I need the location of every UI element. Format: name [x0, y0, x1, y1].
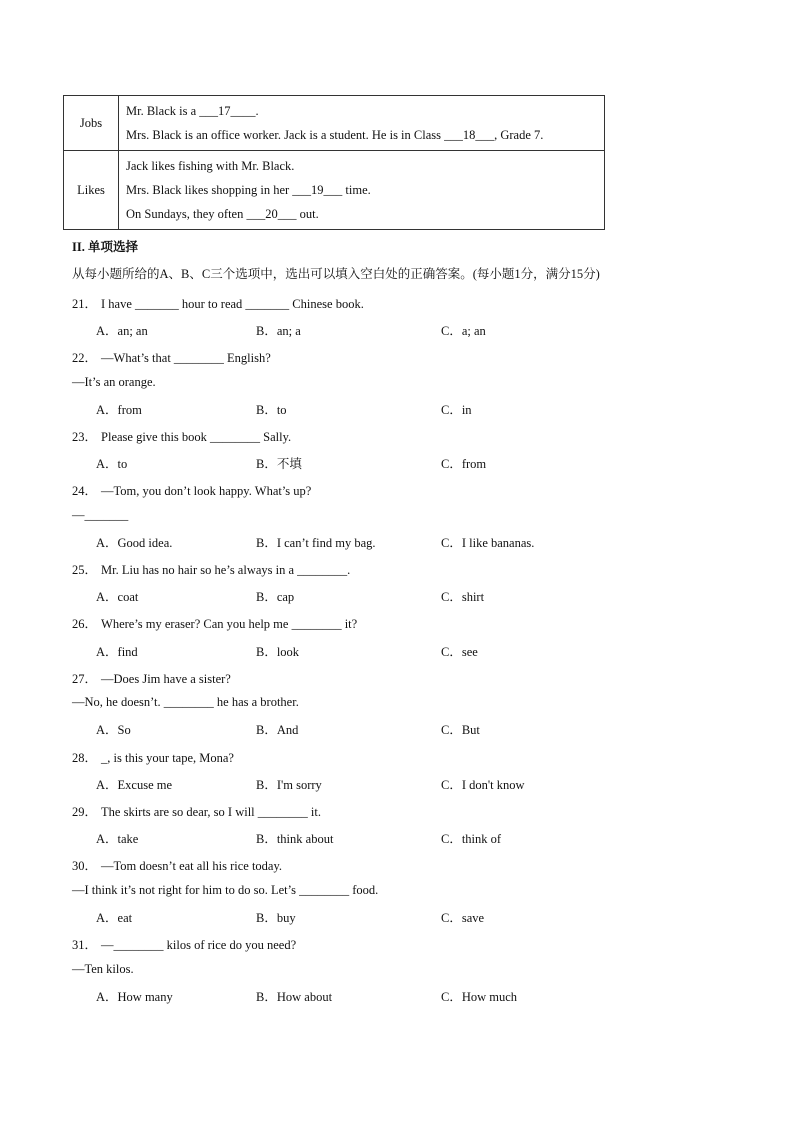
question-text: I have _______ hour to read _______ Chinese book.	[101, 297, 364, 311]
question-text: _, is this your tape, Mona?	[101, 751, 234, 765]
question-number: 22．	[72, 351, 98, 365]
question-text: —Tom doesn’t eat all his rice today.	[101, 859, 283, 873]
question-stem	[72, 427, 291, 445]
section-title: II. 单项选择	[72, 240, 138, 254]
option-b[interactable]: B．I'm sorry	[256, 778, 322, 792]
option-a[interactable]: A．from	[96, 403, 142, 417]
row-label: Jobs	[64, 96, 119, 151]
question-text: —Does Jim have a sister?	[101, 672, 231, 686]
option-a[interactable]: A．eat	[96, 911, 133, 925]
question-stem	[72, 560, 350, 578]
option-b[interactable]: B．I can’t find my bag.	[256, 536, 376, 550]
question-answer-line: —No, he doesn’t. ________ he has a brother.	[72, 695, 299, 709]
question-number: 29．	[72, 805, 98, 819]
question-stem	[72, 669, 231, 687]
question-number: 28．	[72, 751, 98, 765]
question-number: 30．	[72, 859, 98, 873]
options-row	[96, 720, 656, 738]
option-c[interactable]: C．see	[441, 645, 478, 659]
option-a[interactable]: A．Good idea.	[96, 536, 173, 550]
options-row	[96, 587, 656, 605]
option-b[interactable]: B．cap	[256, 590, 295, 604]
question-stem	[72, 614, 357, 632]
question-number: 21．	[72, 297, 98, 311]
question-stem	[72, 748, 234, 766]
question-text: Where’s my eraser? Can you help me ________ it?	[101, 617, 358, 631]
option-c[interactable]: C．I like bananas.	[441, 536, 535, 550]
question-stem	[72, 481, 311, 499]
question-text: The skirts are so dear, so I will ________ it.	[101, 805, 321, 819]
table-line: Mrs. Black likes shopping in her ___19___ time.	[126, 183, 371, 197]
option-c[interactable]: C．in	[441, 403, 472, 417]
question-stem	[72, 294, 364, 312]
question-answer-line: —_______	[72, 508, 129, 522]
options-row	[96, 987, 656, 1005]
question-text: Please give this book ________ Sally.	[101, 430, 292, 444]
section-instruction: 从每小题所给的A、B、C三个选项中，选出可以填入空白处的正确答案。(每小题1分，满分15分)	[72, 267, 600, 281]
options-row	[96, 400, 656, 418]
option-c[interactable]: C．save	[441, 911, 485, 925]
option-a[interactable]: A．coat	[96, 590, 139, 604]
table-row-jobs	[64, 96, 605, 151]
options-row	[96, 533, 656, 551]
options-row	[96, 775, 656, 793]
question-number: 25．	[72, 563, 98, 577]
option-c[interactable]: C．shirt	[441, 590, 485, 604]
question-number: 31．	[72, 938, 98, 952]
question-stem	[72, 935, 296, 953]
option-c[interactable]: C．from	[441, 457, 487, 471]
option-b[interactable]: B．不填	[256, 457, 302, 471]
option-a[interactable]: A．to	[96, 457, 128, 471]
question-stem	[72, 856, 282, 874]
options-row	[96, 642, 656, 660]
option-b[interactable]: B．How about	[256, 990, 333, 1004]
option-c[interactable]: C．But	[441, 723, 480, 737]
table-line: On Sundays, they often ___20___ out.	[126, 207, 319, 221]
options-row	[96, 829, 656, 847]
question-stem	[72, 802, 321, 820]
option-b[interactable]: B．And	[256, 723, 299, 737]
options-row	[96, 321, 656, 339]
question-text: —Tom, you don’t look happy. What’s up?	[101, 484, 312, 498]
question-answer-line: —Ten kilos.	[72, 962, 134, 976]
option-c[interactable]: C．think of	[441, 832, 502, 846]
options-row	[96, 908, 656, 926]
option-c[interactable]: C．How much	[441, 990, 518, 1004]
option-b[interactable]: B．buy	[256, 911, 296, 925]
row-content	[119, 151, 605, 230]
option-a[interactable]: A．an; an	[96, 324, 148, 338]
question-answer-line: —I think it’s not right for him to do so. Let’s ________ food.	[72, 883, 379, 897]
table-line: Mrs. Black is an office worker. Jack is a student. He is in Class ___18___, Grade 7.	[126, 128, 544, 142]
option-a[interactable]: A．Excuse me	[96, 778, 173, 792]
option-b[interactable]: B．think about	[256, 832, 334, 846]
question-text: Mr. Liu has no hair so he’s always in a ________.	[101, 563, 351, 577]
option-a[interactable]: A．So	[96, 723, 131, 737]
question-answer-line: —It’s an orange.	[72, 375, 156, 389]
option-c[interactable]: C．a; an	[441, 324, 486, 338]
options-row	[96, 454, 656, 472]
table-line: Jack likes fishing with Mr. Black.	[126, 159, 295, 173]
row-content	[119, 96, 605, 151]
question-number: 24．	[72, 484, 98, 498]
option-a[interactable]: A．How many	[96, 990, 173, 1004]
question-number: 27．	[72, 672, 98, 686]
question-text: —What’s that ________ English?	[101, 351, 271, 365]
option-b[interactable]: B．look	[256, 645, 300, 659]
question-number: 26．	[72, 617, 98, 631]
table-row-likes	[64, 151, 605, 230]
option-c[interactable]: C．I don't know	[441, 778, 525, 792]
question-text: —________ kilos of rice do you need?	[101, 938, 297, 952]
info-table	[63, 95, 605, 230]
question-number: 23．	[72, 430, 98, 444]
option-b[interactable]: B．an; a	[256, 324, 301, 338]
row-label: Likes	[64, 151, 119, 230]
option-a[interactable]: A．take	[96, 832, 139, 846]
question-stem	[72, 348, 271, 366]
option-b[interactable]: B．to	[256, 403, 287, 417]
option-a[interactable]: A．find	[96, 645, 138, 659]
table-line: Mr. Black is a ___17____.	[126, 104, 259, 118]
